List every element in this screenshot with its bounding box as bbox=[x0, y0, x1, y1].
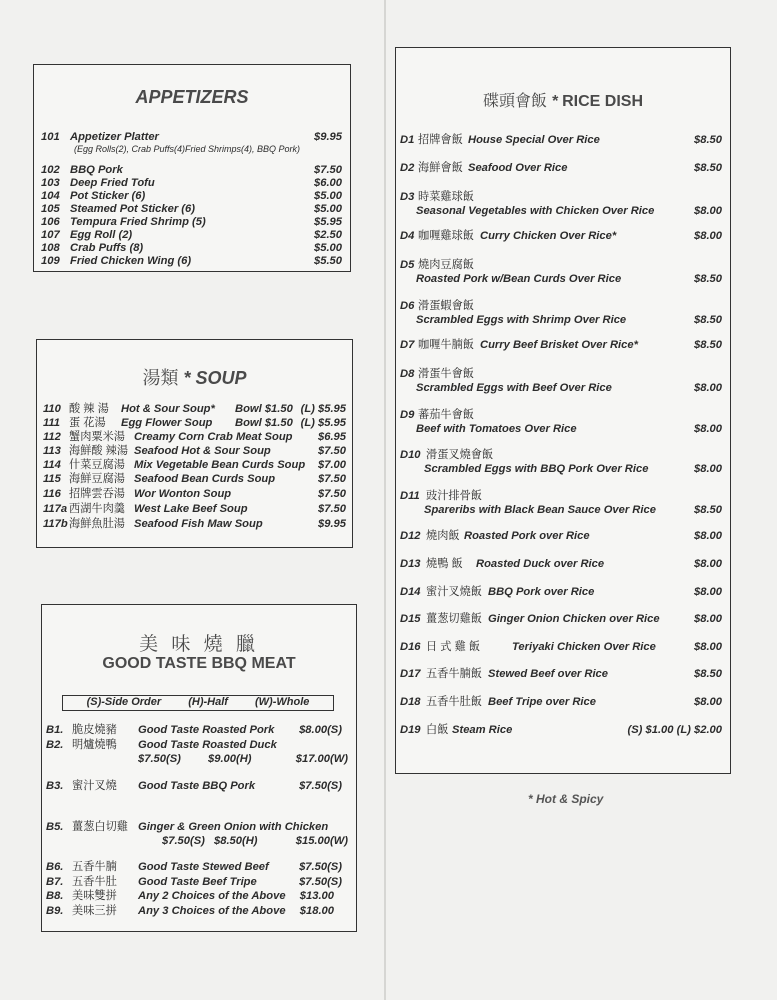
item-zh: 薑葱白切雞 bbox=[72, 821, 128, 833]
item-price: $8.00 bbox=[694, 586, 722, 598]
item-code: B2. bbox=[46, 739, 64, 751]
item-code: D18 bbox=[400, 696, 421, 708]
item-name: Scrambled Eggs with Beef Over Rice bbox=[416, 382, 612, 394]
item-name: Roasted Pork over Rice bbox=[464, 530, 590, 542]
item-zh: 五香牛腩 bbox=[72, 861, 117, 873]
item-zh: 五香牛肚 bbox=[72, 876, 117, 888]
item-price-whole: $17.00(W) bbox=[295, 753, 348, 765]
item-code: D15 bbox=[400, 613, 421, 625]
item-code: D6 bbox=[400, 300, 415, 312]
item-price: $8.00 bbox=[694, 423, 722, 435]
item-zh: 蜜汁叉燒 bbox=[72, 780, 117, 792]
item-name: Seafood Bean Curds Soup bbox=[134, 473, 276, 485]
item-code: D5 bbox=[400, 259, 415, 271]
item-code: 113 bbox=[43, 445, 61, 457]
item-name: Wor Wonton Soup bbox=[134, 488, 232, 500]
item-name: Seasonal Vegetables with Chicken Over Rice bbox=[416, 205, 655, 217]
item-price: $8.00 bbox=[694, 613, 722, 625]
item-price: $6.95 bbox=[318, 431, 346, 443]
item-code: 105 bbox=[41, 203, 60, 215]
item-zh: 蛋 花湯 bbox=[69, 417, 106, 429]
item-name: Teriyaki Chicken Over Rice bbox=[512, 641, 656, 653]
item-zh: 酸 辣 湯 bbox=[69, 403, 109, 415]
item-code: B1. bbox=[46, 724, 64, 736]
item-zh: 海鮮會飯 bbox=[418, 162, 463, 174]
item-name: Roasted Pork w/Bean Curds Over Rice bbox=[416, 273, 622, 285]
item-price-side: $7.50(S) bbox=[162, 835, 205, 847]
item-zh: 燒肉飯 bbox=[426, 530, 460, 542]
item-name: Pot Sticker (6) bbox=[70, 190, 146, 202]
item-price: $8.00 bbox=[694, 641, 722, 653]
item-price: $9.95 bbox=[314, 131, 342, 143]
item-zh: 燒肉豆腐飯 bbox=[418, 259, 474, 271]
item-price: $9.95 bbox=[318, 518, 346, 530]
item-price: $5.00 bbox=[314, 203, 342, 215]
item-bowl: Bowl $1.50 bbox=[235, 403, 293, 415]
item-name: Crab Puffs (8) bbox=[70, 242, 144, 254]
item-price: $7.00 bbox=[318, 459, 346, 471]
item-name: Seafood Fish Maw Soup bbox=[134, 518, 263, 530]
item-code: B5. bbox=[46, 821, 64, 833]
item-price: (L) $5.95 bbox=[300, 403, 346, 415]
item-price: $8.50 bbox=[694, 134, 722, 146]
item-code: 112 bbox=[43, 431, 61, 443]
item-code: 103 bbox=[41, 177, 60, 189]
item-price: $8.50 bbox=[694, 339, 722, 351]
item-code: 116 bbox=[43, 488, 61, 500]
item-price: $8.50 bbox=[694, 314, 722, 326]
item-zh: 招牌雲吞湯 bbox=[69, 488, 125, 500]
item-name: Egg Roll (2) bbox=[70, 229, 133, 241]
item-zh: 西湖牛肉羹 bbox=[69, 503, 125, 515]
item-code: D16 bbox=[400, 641, 421, 653]
item-name: Seafood Hot & Sour Soup bbox=[134, 445, 271, 457]
item-name: Curry Chicken Over Rice* bbox=[480, 230, 617, 242]
item-price: $8.00 bbox=[694, 205, 722, 217]
item-zh: 滑蛋蝦會飯 bbox=[418, 300, 474, 312]
item-name: Beef Tripe over Rice bbox=[488, 696, 596, 708]
rice-dish-title-en: RICE DISH bbox=[562, 93, 644, 110]
appetizers-title: APPETIZERS bbox=[135, 87, 249, 107]
item-code: B8. bbox=[46, 890, 64, 902]
rice-dish-title-star: * bbox=[551, 93, 558, 110]
item-code: B6. bbox=[46, 861, 64, 873]
item-zh: 海鮮魚肚湯 bbox=[69, 518, 125, 530]
item-zh: 海鮮豆腐湯 bbox=[69, 473, 125, 485]
soup-title bbox=[37, 364, 352, 390]
item-zh: 脆皮燒豬 bbox=[72, 724, 117, 736]
item-code: 109 bbox=[41, 255, 60, 267]
item-code: 115 bbox=[43, 473, 61, 485]
item-code: 111 bbox=[43, 417, 61, 429]
item-name: Scrambled Eggs with BBQ Pork Over Rice bbox=[424, 463, 649, 475]
item-price: (S) $1.00 (L) $2.00 bbox=[627, 724, 722, 736]
item-code: 102 bbox=[41, 164, 60, 176]
item-zh: 蜜汁叉燒飯 bbox=[426, 586, 482, 598]
item-price: $5.95 bbox=[314, 216, 342, 228]
item-code: D17 bbox=[400, 668, 421, 680]
item-zh: 什菜豆腐湯 bbox=[69, 459, 125, 471]
item-code: 107 bbox=[41, 229, 60, 241]
item-zh: 白飯 bbox=[426, 724, 449, 736]
item-name: Roasted Duck over Rice bbox=[476, 558, 605, 570]
item-price: $8.00 bbox=[694, 463, 722, 475]
item-name: Good Taste BBQ Pork bbox=[138, 780, 256, 792]
bbq-title-en: GOOD TASTE BBQ MEAT bbox=[102, 655, 296, 672]
item-price: $5.00 bbox=[314, 242, 342, 254]
item-price: $18.00 bbox=[299, 905, 334, 917]
item-code: D8 bbox=[400, 368, 415, 380]
item-zh: 五香牛腩飯 bbox=[426, 668, 482, 680]
legend-whole: (W)-Whole bbox=[255, 696, 310, 708]
item-code: 108 bbox=[41, 242, 60, 254]
item-zh: 咖喱雞球飯 bbox=[418, 230, 474, 242]
item-price: $8.00 bbox=[694, 230, 722, 242]
item-price: $8.50 bbox=[694, 162, 722, 174]
item-zh: 滑蛋叉燒會飯 bbox=[426, 449, 494, 461]
item-price-side: $7.50(S) bbox=[138, 753, 181, 765]
order-size-legend bbox=[62, 695, 334, 711]
item-price: $5.00 bbox=[314, 190, 342, 202]
item-code: 106 bbox=[41, 216, 60, 228]
item-name: Ginger Onion Chicken over Rice bbox=[488, 613, 660, 625]
item-note: (Egg Rolls(2), Crab Puffs(4)Fried Shrimps(4), BBQ Pork) bbox=[74, 144, 301, 154]
item-name: Steam Rice bbox=[452, 724, 513, 736]
item-code: 117b bbox=[43, 518, 68, 530]
item-price-half: $8.50(H) bbox=[214, 835, 258, 847]
item-price: $7.50 bbox=[318, 445, 346, 457]
item-price: $6.00 bbox=[314, 177, 342, 189]
item-price-whole: $15.00(W) bbox=[295, 835, 348, 847]
item-code: D4 bbox=[400, 230, 415, 242]
item-code: D19 bbox=[400, 724, 421, 736]
item-name: Any 3 Choices of the Above bbox=[138, 905, 286, 917]
item-code: D2 bbox=[400, 162, 415, 174]
item-name: Stewed Beef over Rice bbox=[488, 668, 609, 680]
item-name: Appetizer Platter bbox=[70, 131, 159, 143]
item-code: D11 bbox=[400, 490, 420, 502]
rice-dish-title bbox=[396, 88, 730, 111]
item-zh: 招牌會飯 bbox=[418, 134, 463, 146]
appetizers-panel bbox=[33, 64, 351, 272]
item-name: Beef with Tomatoes Over Rice bbox=[416, 423, 577, 435]
item-zh: 時菜雞球飯 bbox=[418, 191, 474, 203]
item-name: Deep Fried Tofu bbox=[70, 177, 155, 189]
item-zh: 美味雙拼 bbox=[72, 890, 117, 902]
item-price: $8.00 bbox=[694, 382, 722, 394]
item-code: D12 bbox=[400, 530, 421, 542]
item-name: Curry Beef Brisket Over Rice* bbox=[480, 339, 638, 351]
item-name: Fried Chicken Wing (6) bbox=[70, 255, 192, 267]
item-name: Steamed Pot Sticker (6) bbox=[70, 203, 195, 215]
item-zh: 滑蛋牛會飯 bbox=[418, 368, 474, 380]
item-code: 101 bbox=[41, 131, 60, 143]
legend-side: (S)-Side Order bbox=[86, 696, 162, 708]
item-price: $7.50(S) bbox=[299, 780, 342, 792]
item-zh: 海鮮酸 辣湯 bbox=[69, 445, 129, 457]
item-price-half: $9.00(H) bbox=[208, 753, 252, 765]
item-price: (L) $5.95 bbox=[300, 417, 346, 429]
item-price: $8.50 bbox=[694, 504, 722, 516]
rice-dish-title-zh: 碟頭會飯 bbox=[482, 93, 547, 110]
hot-spicy-footnote: * Hot & Spicy bbox=[528, 792, 604, 806]
item-zh: 明爐燒鴨 bbox=[72, 739, 117, 751]
item-price: $8.00 bbox=[694, 696, 722, 708]
item-name: Seafood Over Rice bbox=[468, 162, 568, 174]
item-name: Tempura Fried Shrimp (5) bbox=[70, 216, 206, 228]
item-price: $7.50 bbox=[318, 503, 346, 515]
item-zh: 蕃茄牛會飯 bbox=[418, 409, 474, 421]
item-code: B3. bbox=[46, 780, 64, 792]
item-price: $7.50(S) bbox=[299, 876, 342, 888]
item-zh: 咖喱牛腩飯 bbox=[418, 339, 474, 351]
soup-title-zh: 湯類 bbox=[142, 368, 179, 388]
item-code: D9 bbox=[400, 409, 415, 421]
item-code: D13 bbox=[400, 558, 421, 570]
item-zh: 蟹肉粟米湯 bbox=[69, 431, 125, 443]
item-zh: 薑葱切雞飯 bbox=[426, 613, 482, 625]
item-name: Good Taste Roasted Pork bbox=[138, 724, 275, 736]
page-fold bbox=[384, 0, 386, 1000]
item-price: $7.50 bbox=[318, 473, 346, 485]
item-name: Good Taste Roasted Duck bbox=[138, 739, 277, 751]
item-price: $13.00 bbox=[299, 890, 334, 902]
item-price: $8.00(S) bbox=[299, 724, 342, 736]
item-price: $2.50 bbox=[314, 229, 342, 241]
item-name: BBQ Pork bbox=[70, 164, 123, 176]
item-code: 110 bbox=[43, 403, 61, 415]
item-price: $8.50 bbox=[694, 273, 722, 285]
item-code: 104 bbox=[41, 190, 60, 202]
legend-half: (H)-Half bbox=[188, 696, 228, 708]
item-price: $5.50 bbox=[314, 255, 342, 267]
item-name: Scrambled Eggs with Shrimp Over Rice bbox=[416, 314, 627, 326]
item-zh: 五香牛肚飯 bbox=[426, 696, 482, 708]
item-code: 114 bbox=[43, 459, 61, 471]
item-code: D7 bbox=[400, 339, 415, 351]
item-price: $7.50 bbox=[318, 488, 346, 500]
item-bowl: Bowl $1.50 bbox=[235, 417, 293, 429]
item-code: D10 bbox=[400, 449, 421, 461]
item-name: Creamy Corn Crab Meat Soup bbox=[134, 431, 293, 443]
item-name: Good Taste Beef Tripe bbox=[138, 876, 257, 888]
item-code: B9. bbox=[46, 905, 64, 917]
item-name: Any 2 Choices of the Above bbox=[138, 890, 286, 902]
rice-dish-panel bbox=[395, 47, 731, 774]
item-name: BBQ Pork over Rice bbox=[488, 586, 595, 598]
soup-title-star: * bbox=[183, 368, 191, 388]
item-price: $8.00 bbox=[694, 558, 722, 570]
item-name: Good Taste Stewed Beef bbox=[138, 861, 269, 873]
item-name: Spareribs with Black Bean Sauce Over Rice bbox=[424, 504, 656, 516]
item-code: D1 bbox=[400, 134, 415, 146]
bbq-title-zh: 美 味 燒 臘 bbox=[139, 634, 259, 655]
item-code: D14 bbox=[400, 586, 421, 598]
item-name: West Lake Beef Soup bbox=[134, 503, 248, 515]
item-price: $8.00 bbox=[694, 530, 722, 542]
soup-panel bbox=[36, 339, 353, 548]
item-name: Hot & Sour Soup* bbox=[121, 403, 215, 415]
item-price: $8.50 bbox=[694, 668, 722, 680]
item-name: Egg Flower Soup bbox=[121, 417, 213, 429]
item-name: Mix Vegetable Bean Curds Soup bbox=[134, 459, 306, 471]
item-price: $7.50 bbox=[314, 164, 342, 176]
item-zh: 美味三拼 bbox=[72, 905, 117, 917]
item-price: $7.50(S) bbox=[299, 861, 342, 873]
item-code: D3 bbox=[400, 191, 415, 203]
item-code: B7. bbox=[46, 876, 64, 888]
item-zh: 日 式 雞 飯 bbox=[426, 641, 481, 653]
item-name: House Special Over Rice bbox=[468, 134, 600, 146]
item-code: 117a bbox=[43, 503, 68, 515]
bbq-panel bbox=[41, 604, 357, 932]
item-name: Ginger & Green Onion with Chicken bbox=[138, 821, 329, 833]
item-zh: 豉汁排骨飯 bbox=[426, 490, 482, 502]
soup-title-en: SOUP bbox=[195, 368, 247, 388]
item-zh: 燒鴨 飯 bbox=[426, 558, 463, 570]
